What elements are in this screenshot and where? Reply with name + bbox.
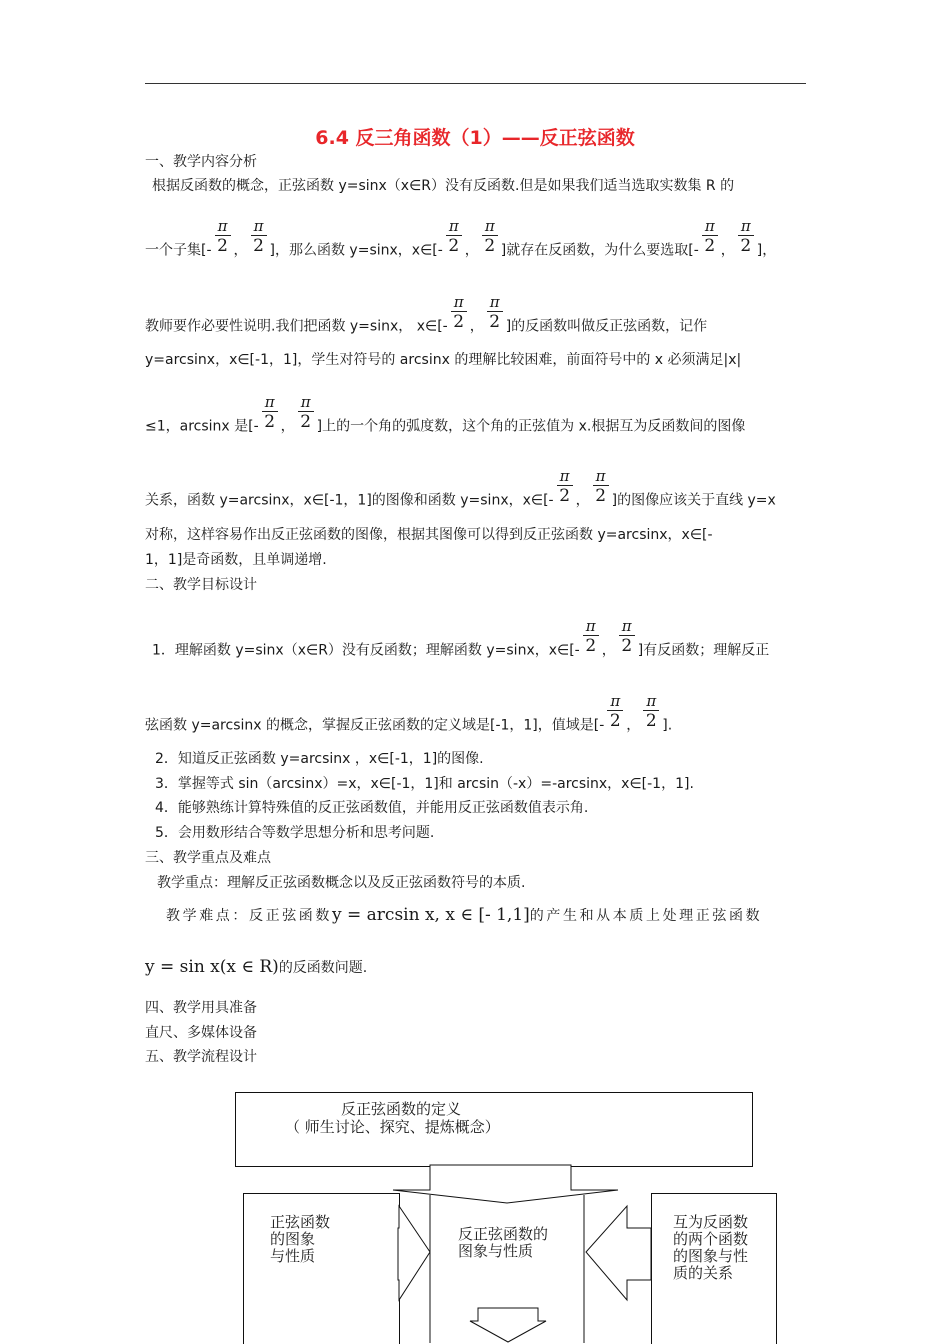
section-heading-analysis: 一、教学内容分析 (145, 154, 257, 170)
flow-top-subtitle: （ 师生讨论、探究、提炼概念） (285, 1118, 500, 1136)
analysis-line-4: y=arcsinx，x∈[-1，1]，学生对符号的 arcsinx 的理解比较困难，前面符号中的 x 必须满足|x| (145, 352, 742, 368)
goal-1-line-1: 1．理解函数 y=sinx（x∈R）没有反函数；理解函数 y=sinx，x∈[- $\frac{\pi}{2}$ ， $\frac{\pi}{2}$ ]有反函数；理解反正 (152, 617, 770, 659)
analysis-line-1: 根据反函数的概念，正弦函数 y=sinx（x∈R）没有反函数.但是如果我们适当选取实数集 R 的 (152, 178, 735, 194)
analysis-line-6: 关系，函数 y=arcsinx，x∈[-1，1]的图像和函数 y=sinx，x∈[- $\frac{\pi}{2}$ ， $\frac{\pi}{2}$ ]的图像应该关于直线 y=x (145, 467, 776, 509)
pi-over-2: $\frac{\pi}{2}$ (482, 217, 498, 256)
flow-right-text: 互为反函数 的两个函数 的图象与性 质的关系 (673, 1213, 749, 1282)
teaching-focus: 教学重点：理解反正弦函数概念以及反正弦函数符号的本质. (157, 875, 526, 891)
pi-over-2: $\frac{\pi}{2}$ (557, 467, 573, 506)
page-title: 6.4 反三角函数（1）——反正弦函数 (315, 127, 635, 149)
teaching-difficulty-line-1: 教学难点：反正弦函数y = arcsin x, x ∈ [- 1,1]的产生和从本质上处理正弦函数 (166, 905, 763, 925)
pi-over-2: $\frac{\pi}{2}$ (215, 217, 231, 256)
pi-over-2: $\frac{\pi}{2}$ (262, 393, 278, 432)
pi-over-2: $\frac{\pi}{2}$ (446, 217, 462, 256)
analysis-line-5: ≤1，arcsinx 是[- $\frac{\pi}{2}$ ， $\frac{\pi}{2}$ ]上的一个角的弧度数，这个角的正弦值为 x.根据互为反函数间的图像 (145, 393, 746, 435)
goal-1-line-2: 弦函数 y=arcsinx 的概念，掌握反正弦函数的定义域是[-1，1]，值域是[- $\frac{\pi}{2}$ ， $\frac{\pi}{2}$ ]. (145, 692, 673, 734)
sin-formula: y = sin x(x ∈ R) (145, 957, 279, 977)
flow-top-title: 反正弦函数的定义 (341, 1100, 462, 1118)
section-heading-goals: 二、教学目标设计 (145, 577, 257, 593)
goal-4: 4．能够熟练计算特殊值的反正弦函数值，并能用反正弦函数值表示角. (155, 800, 589, 816)
goal-2: 2．知道反正弦函数 y=arcsinx ，x∈[-1，1]的图像. (155, 751, 484, 767)
pi-over-2: $\frac{\pi}{2}$ (738, 217, 754, 256)
flow-center-text: 反正弦函数的 图象与性质 (458, 1225, 549, 1260)
arrow-right-left-box (398, 1206, 430, 1300)
analysis-line-8: 1，1]是奇函数，且单调递增. (145, 552, 327, 568)
section-heading-keypoints: 三、教学重点及难点 (145, 850, 271, 866)
section-heading-flow: 五、教学流程设计 (145, 1049, 257, 1065)
arcsin-formula: y = arcsin x, x ∈ [- 1,1] (332, 905, 530, 925)
arrow-down-bottom (470, 1308, 546, 1342)
pi-over-2: $\frac{\pi}{2}$ (583, 617, 599, 656)
section-heading-tools: 四、教学用具准备 (145, 1000, 257, 1016)
pi-over-2: $\frac{\pi}{2}$ (487, 293, 503, 332)
teaching-difficulty-line-2: y = sin x(x ∈ R)的反函数问题. (145, 957, 368, 977)
analysis-line-7: 对称，这样容易作出反正弦函数的图像，根据其图像可以得到反正弦函数 y=arcsinx，x∈[- (145, 527, 713, 543)
pi-over-2: $\frac{\pi}{2}$ (619, 617, 635, 656)
pi-over-2: $\frac{\pi}{2}$ (643, 692, 659, 731)
arrow-left-right-box (586, 1206, 651, 1300)
flow-left-text: 正弦函数 的图象 与性质 (270, 1213, 331, 1265)
pi-over-2: $\frac{\pi}{2}$ (451, 293, 467, 332)
analysis-line-3: 教师要作必要性说明.我们把函数 y=sinx， x∈[- $\frac{\pi}{2}$ ， $\frac{\pi}{2}$ ]的反函数叫做反正弦函数，记作 (145, 293, 708, 335)
pi-over-2: $\frac{\pi}{2}$ (607, 692, 623, 731)
pi-over-2: $\frac{\pi}{2}$ (251, 217, 267, 256)
pi-over-2: $\frac{\pi}{2}$ (702, 217, 718, 256)
goal-5: 5．会用数形结合等数学思想分析和思考问题. (155, 825, 435, 841)
pi-over-2: $\frac{\pi}{2}$ (298, 393, 314, 432)
goal-3: 3．掌握等式 sin（arcsinx）=x，x∈[-1，1]和 arcsin（-x）=-arcsinx，x∈[-1，1]. (155, 776, 694, 792)
tools-text: 直尺、多媒体设备 (145, 1025, 257, 1041)
analysis-line-2: 一个子集[- $\frac{\pi}{2}$ ， $\frac{\pi}{2}$ ]，那么函数 y=sinx，x∈[- $\frac{\pi}{2}$ ， $\frac{\pi}{2}$ ]就存在反函数，为什么要选取[- $\frac{\pi}{2}$ ， $\frac{\pi}{2}$ ]， (145, 217, 777, 259)
pi-over-2: $\frac{\pi}{2}$ (593, 467, 609, 506)
